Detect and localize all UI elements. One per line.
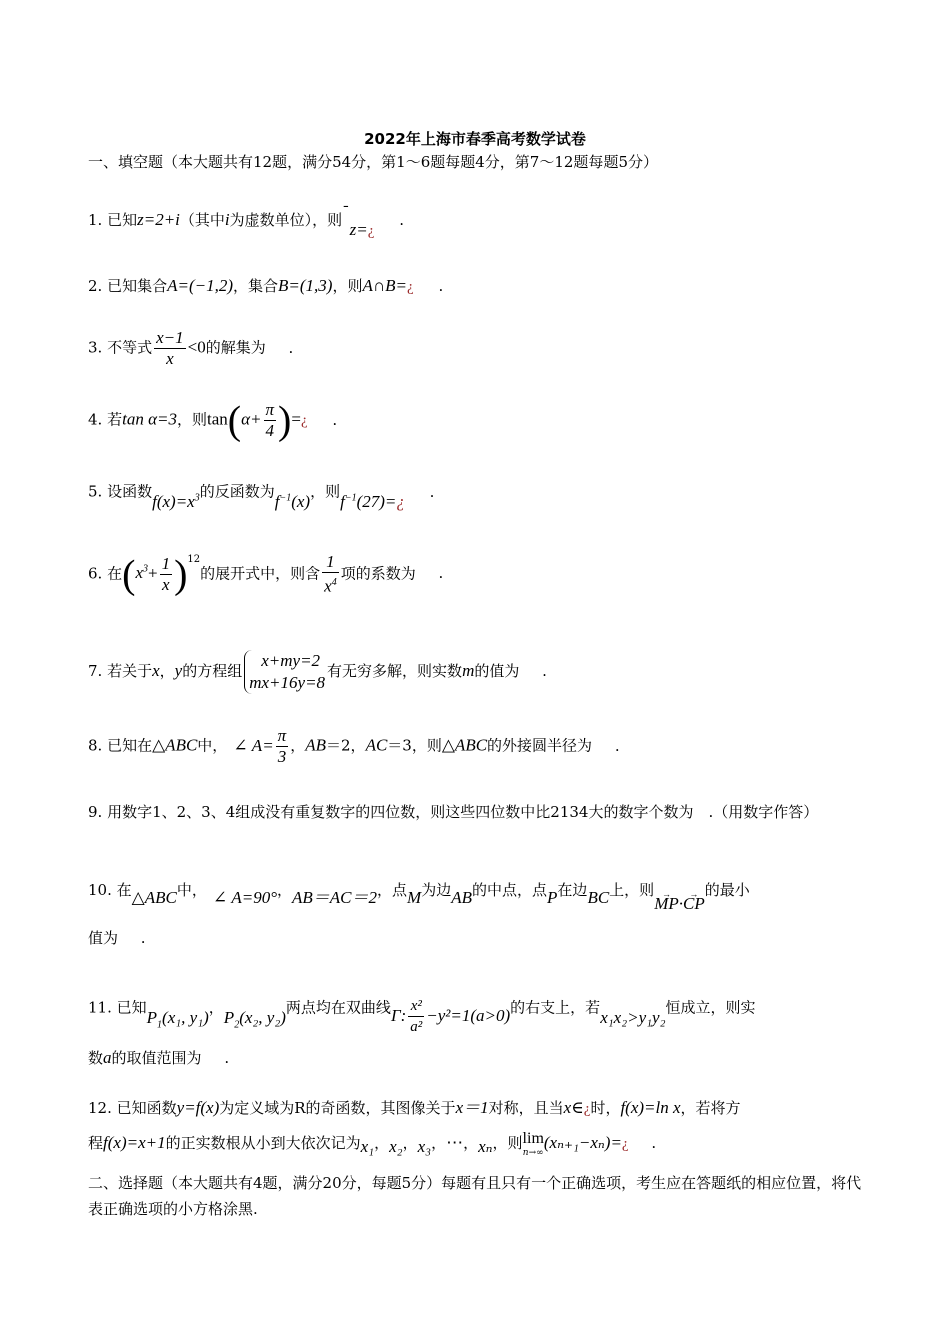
fraction: $\frac{\pi}{4}$	[265, 400, 275, 440]
fraction: $\frac{x-1}{x}$	[156, 328, 184, 368]
section-2-header: 二、选择题（本大题共有4题，满分20分，每题5分）每题有且只有一个正确选项，考生应在答题纸的相应位置，将代表正确选项的小方格涂黑.	[88, 1174, 862, 1218]
question-7: 7. 若关于x，y的方程组 x+my=2 mx+16y=8 有无穷多解，则实数m的值为 .	[88, 651, 547, 692]
question-3: 3. 不等式 $\frac{x-1}{x}$ <0的解集为 .	[88, 328, 294, 368]
question-9: 9. 用数字1、2、3、4组成没有重复数字的四位数，则这些四位数中比2134大的数字个数为 .（用数字作答）	[88, 803, 819, 821]
question-6: 6. 在($x^3+$ $\frac{1}{x}$ )$^{12}$的展开式中，则含 $\frac{1}{x^4}$ 项的系数为 .	[88, 551, 444, 597]
fraction: $\frac{\text{x²}}{\text{a²}}$	[410, 998, 423, 1035]
question-10-continued: 值为 .	[88, 929, 146, 947]
question-2: 2. 已知集合A=(−1,2)，集合B=(1,3)，则A∩B=¿ .	[88, 276, 444, 295]
question-1: 1. 已知z=2+i（其中i为虚数单位），则¯z=¿ .	[88, 203, 404, 239]
section-1-header: 一、填空题（本大题共有12题，满分54分，第1～6题每题4分，第7～12题每题5分）	[88, 153, 658, 171]
limit: lim n→∞	[522, 1130, 544, 1158]
question-11: 11. 已知$P_1(x_1$, y₁)，$P_2(x_2$, y₂)两点均在双曲线Γ: $\frac{\text{x²}}{\text{a²}}$ −y²=1(a>0)的右支上，若x₁x₂>y₁y₂恒成立，则实	[88, 998, 756, 1035]
question-4: 4. 若tan α=3，则tan(α+ $\frac{\pi}{4}$ )=¿ .	[88, 397, 338, 443]
question-5: 5. 设函数$f(x)=x^3$的反函数为$f^{-1}(x)$，则$f^{-1}(27)=¿$ .	[88, 482, 435, 511]
equation-system: x+my=2 mx+16y=8	[244, 650, 325, 694]
fraction: $\frac{1}{x^4}$	[324, 552, 337, 596]
question-10: 10. 在△ABC中， ∠ A=90°，AB＝AC＝2，点M为边AB的中点，点P在边BC上，则→ MP·→ CP的最小	[88, 880, 868, 900]
question-12-continued: 程f(x)=x+1的正实数根从小到大依次记为x₁，x₂，x₃，⋯，xₙ，则 lim n→∞ (xₙ₊₁−xₙ)=¿ .	[88, 1130, 657, 1158]
fraction: $\frac{\pi}{3}$	[277, 726, 287, 766]
question-11-continued: 数a的取值范围为 .	[88, 1048, 230, 1067]
fraction: $\frac{1}{x}$	[161, 553, 171, 594]
question-8: 8. 已知在△ABC中， ∠ A= $\frac{\pi}{3}$ ，AB＝2，AC＝3，则△ABC的外接圆半径为 .	[88, 726, 620, 766]
page-title: 2022年上海市春季高考数学试卷	[364, 130, 586, 148]
question-12: 12. 已知函数y=f(x)为定义域为R的奇函数，其图像关于x＝1对称，且当x∈¿时，f(x)=ln x，若将方	[88, 1098, 741, 1117]
